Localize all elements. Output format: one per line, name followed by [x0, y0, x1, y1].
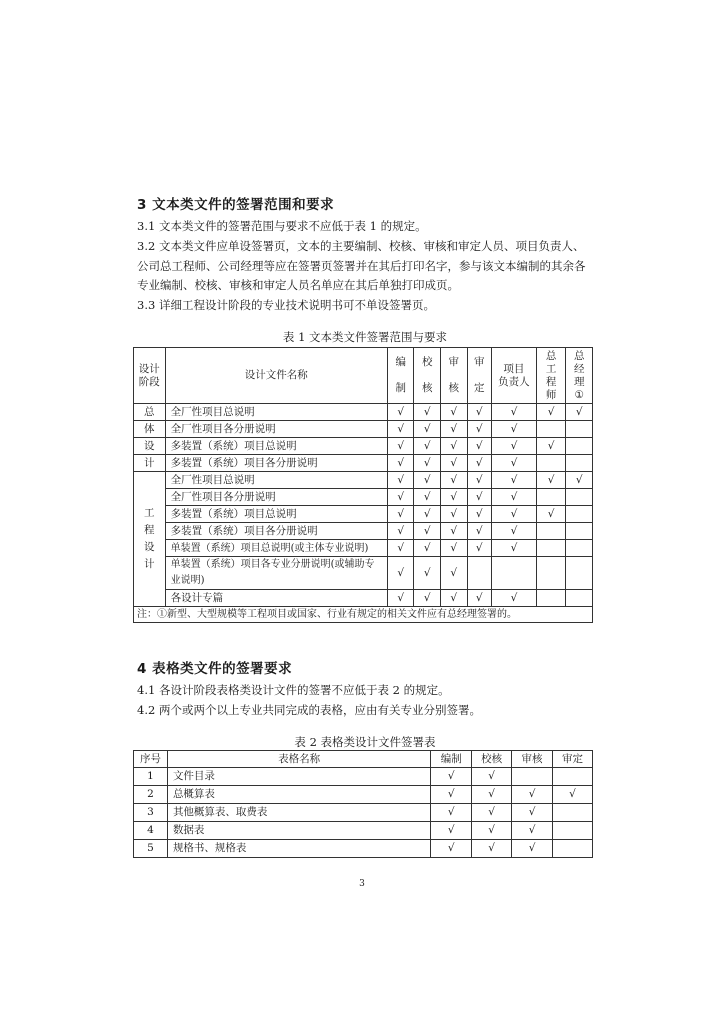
check-cell [553, 822, 593, 840]
table-row [134, 506, 593, 523]
paragraph-4-1: 4.1 各设计阶段表格类设计文件的签署不应低于表 2 的规定。 [137, 683, 450, 697]
file-name: 多装置（系统）项目各分册说明 [165, 523, 387, 540]
check-cell: √ [414, 557, 441, 590]
check-cell: √ [472, 822, 512, 840]
check-cell [566, 489, 593, 506]
check-cell [536, 540, 566, 557]
check-cell: √ [387, 557, 414, 590]
check-cell: √ [472, 840, 512, 858]
check-cell: √ [441, 506, 468, 523]
paragraph-3-1: 3.1 文本类文件的签署范围与要求不应低于表 1 的规定。 [137, 219, 427, 233]
check-cell: √ [387, 472, 414, 489]
check-cell [553, 840, 593, 858]
check-cell: √ [431, 822, 472, 840]
check-cell [553, 804, 593, 822]
header-bianzhi: 编制 [431, 751, 472, 768]
table-row [134, 489, 593, 506]
check-cell: √ [566, 472, 593, 489]
check-cell: √ [431, 768, 472, 786]
section-3-title: 3 文本类文件的签署范围和要求 [137, 197, 335, 213]
table-1-caption: 表 1 文本类文件签署范围与要求 [282, 330, 448, 344]
table-row [134, 804, 593, 822]
check-cell: √ [536, 506, 566, 523]
check-cell: √ [441, 438, 468, 455]
check-cell: √ [414, 421, 441, 438]
header-xiangmu: 项目 负责人 [491, 348, 536, 404]
check-cell: √ [387, 540, 414, 557]
file-name: 各设计专篇 [165, 590, 387, 607]
check-cell: √ [512, 804, 553, 822]
table-row [134, 557, 593, 590]
table-name: 总概算表 [167, 786, 430, 804]
check-cell: √ [472, 768, 512, 786]
table-name: 数据表 [167, 822, 430, 840]
check-cell: √ [387, 438, 414, 455]
check-cell: √ [467, 540, 491, 557]
table-name: 规格书、规格表 [167, 840, 430, 858]
check-cell [536, 557, 566, 590]
check-cell: √ [512, 786, 553, 804]
header-zonggong: 总 工 程 师 [536, 348, 566, 404]
header-shending: 审 定 [467, 348, 491, 404]
check-cell: √ [387, 404, 414, 421]
check-cell: √ [491, 404, 536, 421]
table-row [134, 421, 593, 438]
stage-char: 设 [134, 438, 166, 455]
check-cell: √ [472, 786, 512, 804]
check-cell: √ [441, 421, 468, 438]
file-name: 全厂性项目各分册说明 [165, 489, 387, 506]
paragraph-4-2: 4.2 两个或两个以上专业共同完成的表格，应由有关专业分别签署。 [137, 703, 481, 717]
table-1-note-row [134, 607, 593, 623]
check-cell: √ [467, 421, 491, 438]
check-cell: √ [512, 822, 553, 840]
check-cell: √ [467, 438, 491, 455]
check-cell: √ [387, 421, 414, 438]
check-cell [566, 540, 593, 557]
header-zongjingli: 总 经 理 ① [566, 348, 593, 404]
header-jiaohe: 校 核 [414, 348, 441, 404]
check-cell: √ [491, 421, 536, 438]
check-cell: √ [467, 523, 491, 540]
row-number: 1 [134, 768, 168, 786]
file-name: 单装置（系统）项目各专业分册说明(或辅助专业说明) [165, 557, 387, 590]
file-name: 单装置（系统）项目总说明(或主体专业说明) [165, 540, 387, 557]
header-file-name: 设计文件名称 [165, 348, 387, 404]
table-row [134, 523, 593, 540]
check-cell: √ [536, 472, 566, 489]
check-cell [512, 768, 553, 786]
check-cell: √ [553, 786, 593, 804]
check-cell: √ [414, 404, 441, 421]
check-cell: √ [491, 523, 536, 540]
table-1-note: 注：①新型、大型规模等工程项目或国家、行业有规定的相关文件应有总经理签署的。 [134, 607, 593, 623]
check-cell: √ [472, 804, 512, 822]
row-number: 2 [134, 786, 168, 804]
header-no: 序号 [134, 751, 168, 768]
check-cell: √ [414, 455, 441, 472]
table-row [134, 768, 593, 786]
header-jiaohe: 校核 [472, 751, 512, 768]
file-name: 多装置（系统）项目各分册说明 [165, 455, 387, 472]
paragraph-3-3: 3.3 详细工程设计阶段的专业技术说明书可不单设签署页。 [137, 298, 435, 312]
check-cell [566, 506, 593, 523]
row-number: 5 [134, 840, 168, 858]
check-cell [491, 557, 536, 590]
check-cell: √ [467, 404, 491, 421]
check-cell [566, 438, 593, 455]
table-row [134, 438, 593, 455]
check-cell: √ [536, 404, 566, 421]
check-cell [566, 523, 593, 540]
check-cell [536, 421, 566, 438]
header-shenhe: 审 核 [441, 348, 468, 404]
check-cell: √ [387, 455, 414, 472]
table-2 [133, 750, 593, 858]
check-cell: √ [491, 590, 536, 607]
check-cell: √ [467, 506, 491, 523]
file-name: 全厂性项目各分册说明 [165, 421, 387, 438]
check-cell: √ [441, 590, 468, 607]
paragraph-3-2: 3.2 文本类文件应单设签署页，文本的主要编制、校核、审核和审定人员、项目负责人、公司总工程师、公司经理等应在签署页签署并在其后打印名字，参与该文本编制的其余各专业编制、校核、审核和审定人员名单应在其后单独打印成页。 [137, 239, 586, 292]
check-cell: √ [414, 540, 441, 557]
table-row [134, 840, 593, 858]
check-cell [536, 489, 566, 506]
table-2-caption: 表 2 表格类设计文件签署表 [294, 735, 436, 749]
table-name: 其他概算表、取费表 [167, 804, 430, 822]
file-name: 全厂性项目总说明 [165, 404, 387, 421]
stage-char: 体 [134, 421, 166, 438]
table-2-header-row [134, 751, 593, 768]
stage-char: 计 [134, 455, 166, 472]
header-table-name: 表格名称 [167, 751, 430, 768]
check-cell: √ [441, 472, 468, 489]
table-1-header-row [134, 348, 593, 404]
check-cell: √ [491, 455, 536, 472]
check-cell: √ [491, 472, 536, 489]
check-cell: √ [414, 489, 441, 506]
row-number: 4 [134, 822, 168, 840]
check-cell [467, 557, 491, 590]
check-cell: √ [431, 804, 472, 822]
page-number: 3 [359, 879, 365, 889]
header-stage: 设计 阶段 [134, 348, 166, 404]
check-cell: √ [387, 489, 414, 506]
check-cell [566, 557, 593, 590]
table-row [134, 472, 593, 489]
table-1 [133, 347, 593, 623]
file-name: 多装置（系统）项目总说明 [165, 438, 387, 455]
check-cell [536, 590, 566, 607]
file-name: 全厂性项目总说明 [165, 472, 387, 489]
check-cell: √ [512, 840, 553, 858]
check-cell: √ [441, 455, 468, 472]
check-cell: √ [566, 404, 593, 421]
table-name: 文件目录 [167, 768, 430, 786]
check-cell: √ [441, 540, 468, 557]
table-row [134, 540, 593, 557]
check-cell: √ [414, 523, 441, 540]
check-cell [536, 455, 566, 472]
check-cell: √ [441, 489, 468, 506]
check-cell: √ [491, 506, 536, 523]
check-cell: √ [441, 523, 468, 540]
table-row [134, 822, 593, 840]
check-cell: √ [431, 786, 472, 804]
stage-char: 总 [134, 404, 166, 421]
check-cell: √ [387, 590, 414, 607]
check-cell: √ [431, 840, 472, 858]
check-cell [553, 768, 593, 786]
check-cell: √ [491, 540, 536, 557]
check-cell: √ [414, 506, 441, 523]
check-cell: √ [491, 489, 536, 506]
check-cell: √ [467, 590, 491, 607]
file-name: 多装置（系统）项目总说明 [165, 506, 387, 523]
check-cell: √ [414, 590, 441, 607]
table-row [134, 786, 593, 804]
check-cell: √ [467, 455, 491, 472]
check-cell: √ [414, 438, 441, 455]
stage-cell-engineering: 工 程 设 计 [134, 472, 166, 607]
check-cell: √ [414, 472, 441, 489]
check-cell: √ [467, 489, 491, 506]
table-row [134, 404, 593, 421]
check-cell: √ [491, 438, 536, 455]
check-cell: √ [467, 472, 491, 489]
table-row [134, 455, 593, 472]
check-cell: √ [387, 523, 414, 540]
check-cell: √ [387, 506, 414, 523]
check-cell [536, 523, 566, 540]
header-shending: 审定 [553, 751, 593, 768]
header-shenhe: 审核 [512, 751, 553, 768]
check-cell [566, 421, 593, 438]
check-cell: √ [441, 557, 468, 590]
check-cell: √ [536, 438, 566, 455]
row-number: 3 [134, 804, 168, 822]
check-cell: √ [441, 404, 468, 421]
table-row [134, 590, 593, 607]
check-cell [566, 590, 593, 607]
check-cell [566, 455, 593, 472]
section-4-title: 4 表格类文件的签署要求 [137, 661, 293, 677]
header-bianzhi: 编 制 [387, 348, 414, 404]
